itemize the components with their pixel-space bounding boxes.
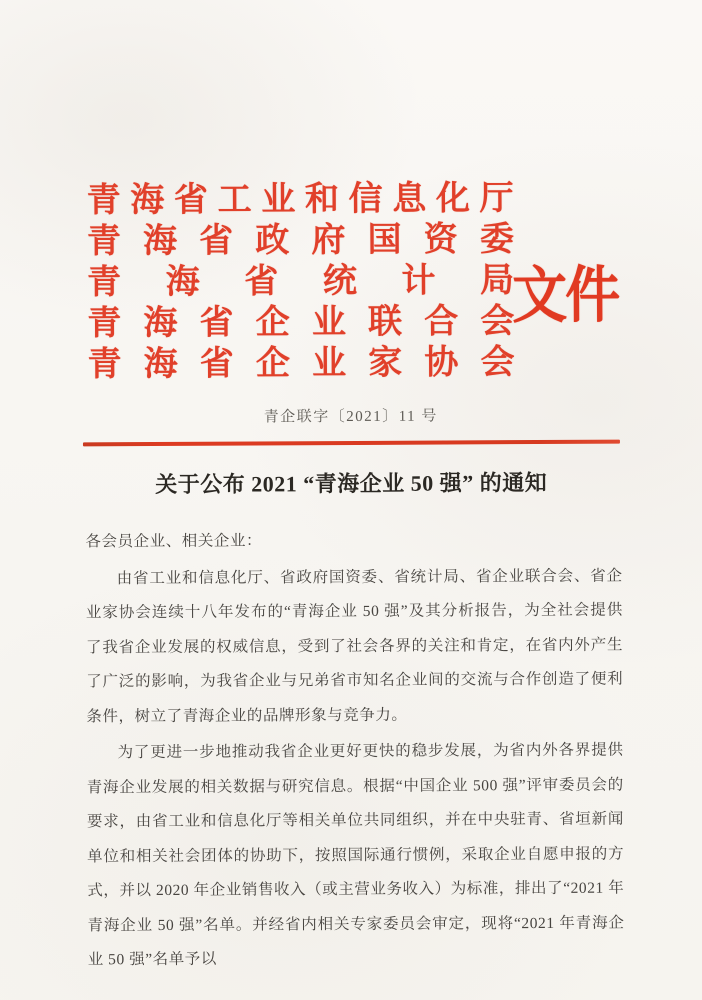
document-title: 关于公布 2021 “青海企业 50 强” 的通知 xyxy=(155,469,548,498)
agency-name-line: 青 海 省 政 府 国 资 委 xyxy=(86,221,514,261)
letterhead-divider-rule xyxy=(83,440,620,447)
agency-name-line: 青 海 省 企 业 家 协 会 xyxy=(87,344,515,384)
letterhead-agency-list xyxy=(87,178,515,385)
reference-number: 青企联字〔2021〕11 号 xyxy=(263,408,438,426)
letterhead-doc-type-label: 文件 xyxy=(512,261,619,331)
agency-name-line: 青 海 省 统 计 局 xyxy=(87,262,515,302)
agency-name-line: 青 海 省 工 业 和 信 息 化 厅 xyxy=(86,180,514,220)
salutation-line: 各会员企业、相关企业： xyxy=(85,532,263,551)
body-paragraph: 为了更进一步地推动我省企业更好更快的稳步发展，为省内外各界提供青海企业发展的相关数据与研究信息。根据“中国企业 500 强”评审委员会的要求，由省工业和信息化厅等相关单位共同组织，并在中央驻青、省垣新闻单位和相关社会团体的协助下，按照国际通行惯例，采取企业自愿申报的方式，并以 2020 年企业销售收入（或主营业务收入）为标准，排出了“2021 年青海企业 50 强”名单。并经省内相关专家委员会审定，现将“2021 年青海企业 50 强”名单予以 xyxy=(86,741,625,969)
agency-name-line: 青 海 省 企 业 联 合 会 xyxy=(87,303,515,343)
body-paragraph: 由省工业和信息化厅、省政府国资委、省统计局、省企业联合会、省企业家协会连续十八年发布的“青海企业 50 强”及其分析报告，为全社会提供了我省企业发展的权威信息，受到了社会各界的关注和肯定，在省内外产生了广泛的影响，为我省企业与兄弟省市知名企业间的交流与合作创造了便利条件，树立了青海企业的品牌形象与竞争力。 xyxy=(85,567,624,725)
document-body xyxy=(85,523,624,978)
